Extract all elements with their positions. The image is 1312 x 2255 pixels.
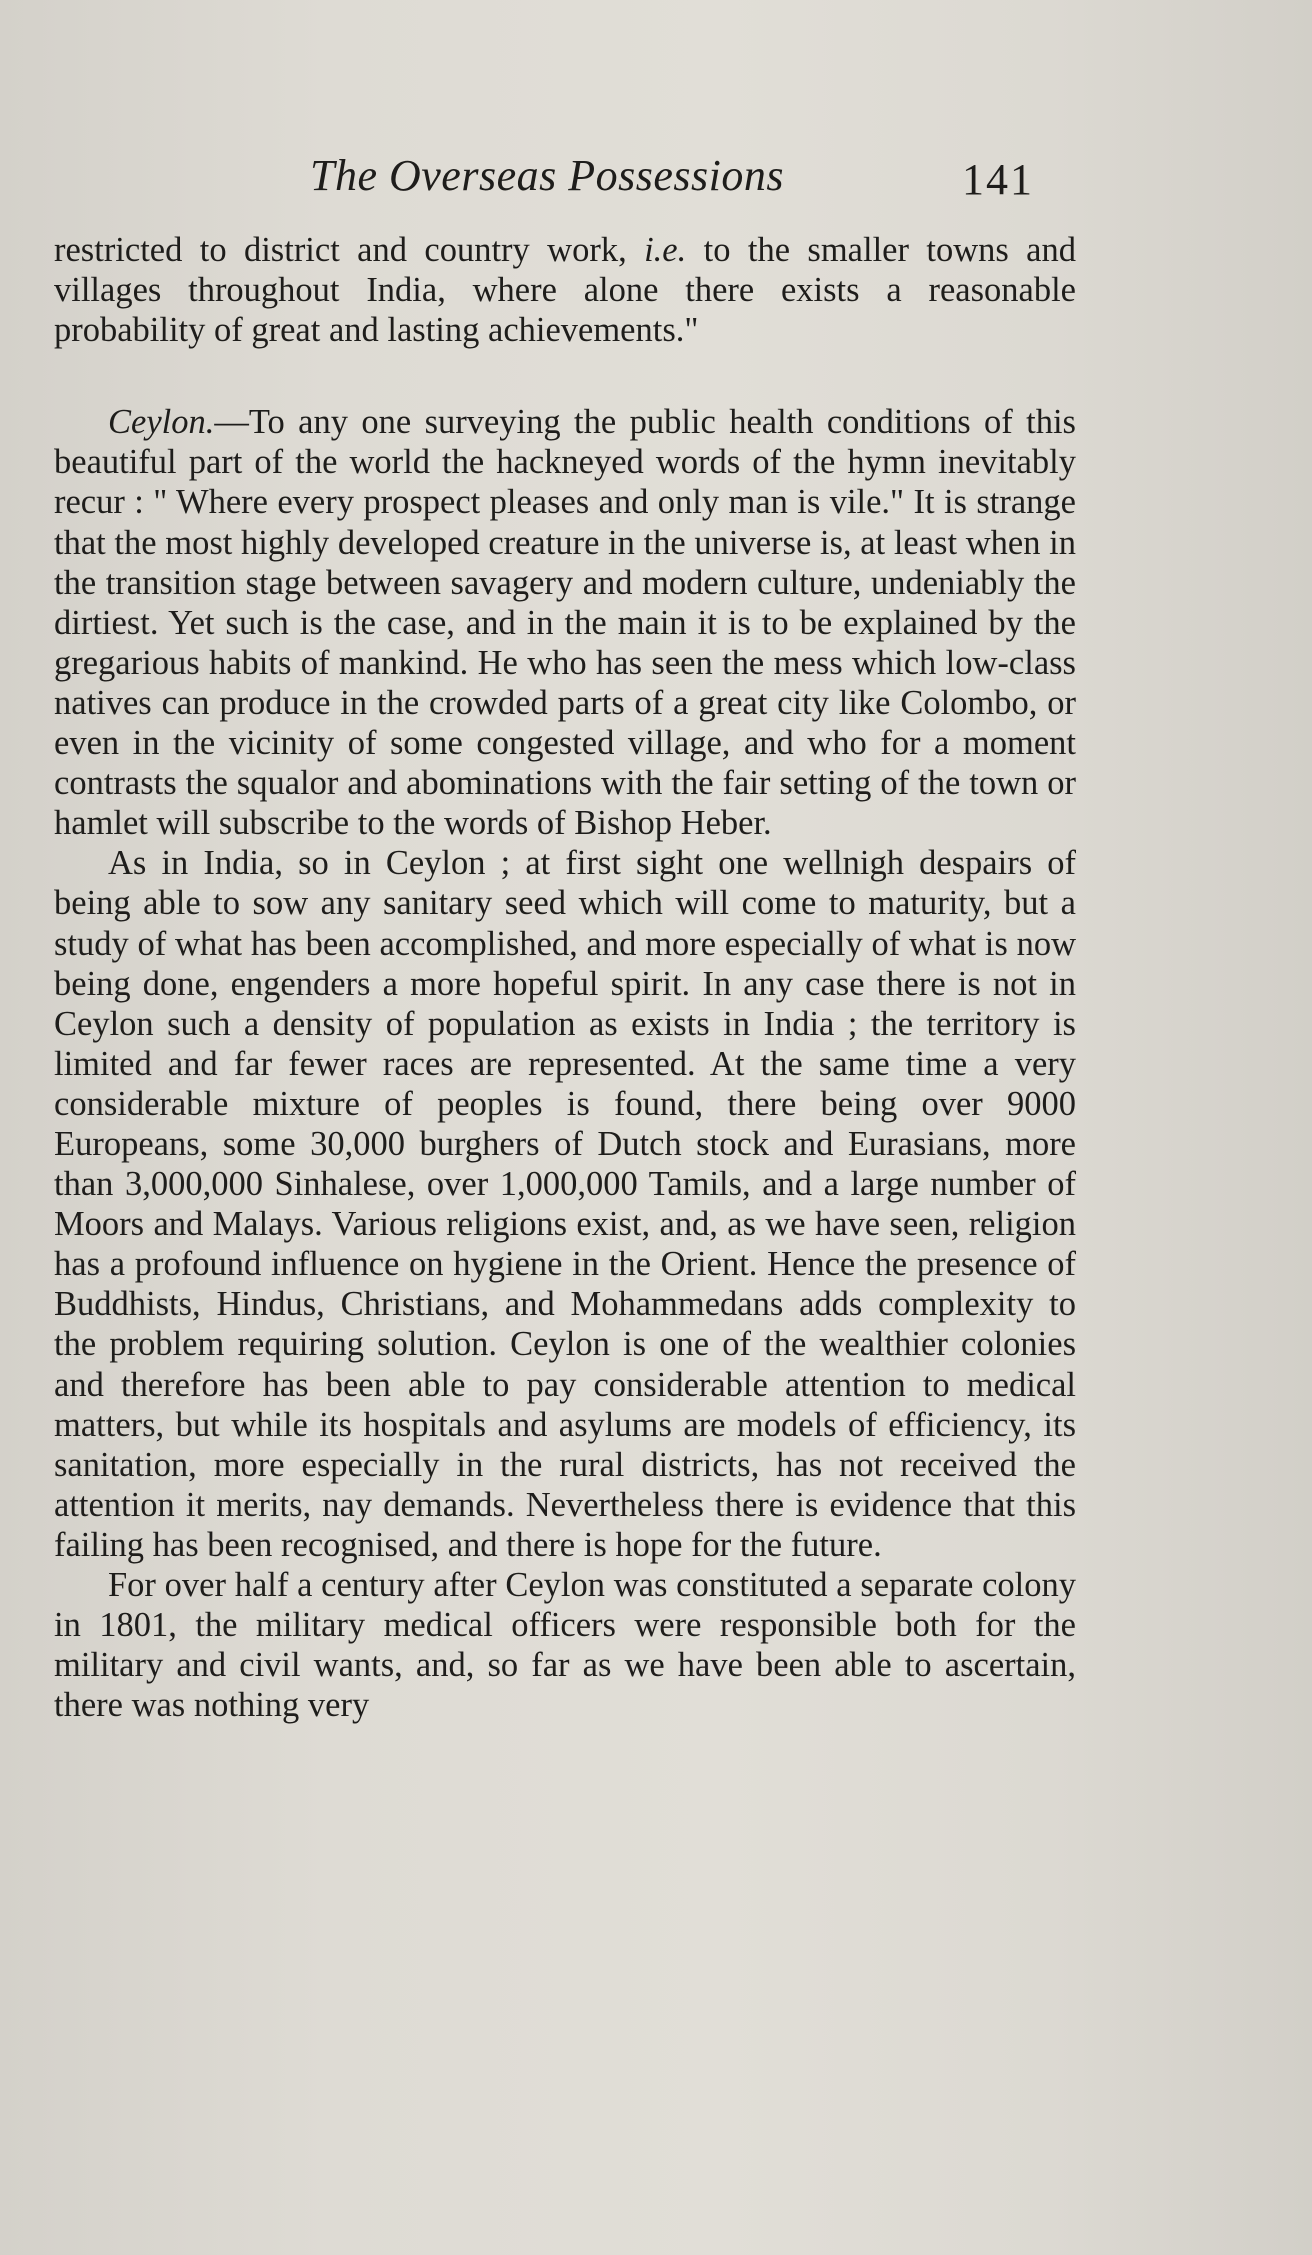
ceylon-paragraph-text: —To any one surveying the public health conditions of this beautiful part of the world the hackneyed words of the hymn inevitably recur : " Where every prospect pleases and only man is vile." It is strange that the most highly developed creature in the universe is, at least when in the transition stage between savagery and modern culture, undeniably the dirtiest. Yet such is the case, and in the main it is to be explained by the gregarious habits of mankind. He who has seen the mess which low-class natives can produce in the crowded parts of a great city like Colombo, or even in the vicinity of some congested village, and who for a moment contrasts the squalor and abominations with the fair setting of the town or hamlet will subscribe to the words of Bishop Heber. (54, 403, 1076, 843)
ceylon-paragraph (54, 402, 1076, 843)
page-number: 141 (962, 155, 1034, 204)
continued-text-end: to the smaller towns and villages throughout India, where alone there exists a reasonable probability of great and lasting achievements." (54, 231, 1076, 350)
body-text (54, 230, 1076, 1725)
running-head (0, 150, 1312, 210)
colony-paragraph: For over half a century after Ceylon was constituted a separate colony in 1801, the military medical officers were responsible both for the military and civil wants, and, so far as we have been able to ascertain, there was nothing very (54, 1566, 1076, 1725)
india-paragraph: As in India, so in Ceylon ; at first sight one wellnigh despairs of being able to sow any sanitary seed which will come to maturity, but a study of what has been accomplished, and more especially of what is now being done, engenders a more hopeful spirit. In any case there is not in Ceylon such a density of population as exists in India ; the territory is limited and far fewer races are represented. At the same time a very considerable mixture of peoples is found, there being over 9000 Europeans, some 30,000 burghers of Dutch stock and Eurasians, more than 3,000,000 Sinhalese, over 1,000,000 Tamils, and a large number of Moors and Malays. Various religions exist, and, as we have seen, religion has a profound influence on hygiene in the Orient. Hence the presence of Buddhists, Hindus, Christians, and Mohammedans adds complexity to the problem requiring solution. Ceylon is one of the wealthier colonies and therefore has been able to pay considerable attention to medical matters, but while its hospitals and asylums are models of efficiency, its sanitation, more especially in the rural districts, has not received the attention it merits, nay demands. Nevertheless there is evidence that this failing has been recognised, and there is hope for the future. (54, 844, 1076, 1564)
continued-text-start: restricted to district and country work, (54, 231, 645, 269)
italic-abbreviation: i.e. (644, 231, 687, 269)
continued-paragraph (54, 230, 1076, 350)
running-title: The Overseas Possessions (310, 151, 784, 200)
run-in-heading: Ceylon. (108, 403, 215, 442)
